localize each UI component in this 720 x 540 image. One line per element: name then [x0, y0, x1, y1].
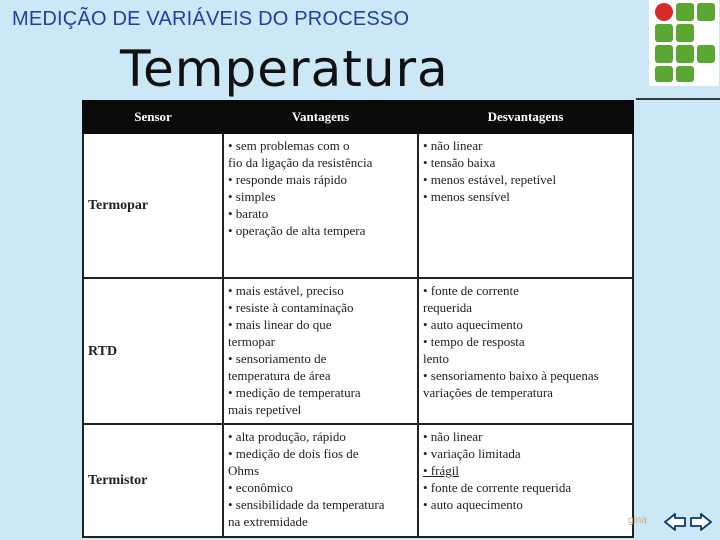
list-item: • tensão baixa [423, 155, 496, 170]
desvantagens-cell [418, 278, 633, 425]
list-item: • frágil [423, 463, 459, 479]
table-row [83, 278, 633, 425]
desvantagens-cell [418, 424, 633, 537]
list-item: • medição de temperatura [228, 384, 361, 400]
logo-square [655, 66, 673, 82]
vantagens-cell [223, 278, 418, 425]
list-item: • fonte de corrente requerida [423, 480, 572, 496]
logo-square [676, 66, 694, 82]
column-header-desvantagens: Desvantagens [418, 101, 633, 133]
column-header-vantagens: Vantagens [223, 101, 418, 133]
table-row [83, 424, 633, 537]
list-item: • auto aquecimento [423, 497, 523, 513]
sensor-name: Termistor [83, 424, 223, 537]
logo-square [655, 45, 673, 63]
list-item: lento [423, 350, 449, 366]
sensor-name: RTD [83, 278, 223, 425]
header-title: MEDIÇÃO DE VARIÁVEIS DO PROCESSO [12, 8, 410, 30]
vantagens-cell [223, 424, 418, 537]
list-item: • sem problemas com o [228, 138, 350, 153]
comparison-table [82, 100, 634, 538]
list-item: • resiste à contaminação [228, 299, 354, 315]
logo-square [676, 45, 694, 63]
list-item: • não linear [423, 429, 483, 445]
list-item: • tempo de resposta [423, 333, 525, 349]
list-item: • alta produção, rápido [228, 429, 346, 445]
list-item: • mais estável, preciso [228, 282, 344, 298]
logo-red-circle [655, 3, 673, 21]
list-item: • operação de alta tempera [228, 223, 366, 238]
list-item: temperatura de área [228, 367, 331, 383]
sensor-name: Termopar [83, 133, 223, 278]
column-header-sensor: Sensor [83, 101, 223, 133]
institution-logo [649, 0, 719, 86]
table-header-row [83, 101, 633, 133]
arrow-left-outline-icon[interactable] [664, 512, 686, 532]
list-item: requerida [423, 299, 473, 315]
list-item: • menos estável, repetível [423, 172, 557, 187]
list-item: • mais linear do que [228, 316, 332, 332]
desvantagens-cell [418, 133, 633, 278]
header-divider [636, 98, 720, 100]
logo-square [697, 3, 715, 21]
list-item: • simples [228, 189, 276, 204]
slide-title: Temperatura [120, 40, 449, 98]
list-item: variações de temperatura [423, 384, 553, 400]
list-item: • fonte de corrente [423, 282, 519, 298]
list-item: • sensibilidade da temperatura [228, 497, 385, 513]
list-item: • variação limitada [423, 446, 521, 462]
list-item: fio da ligação da resistência [228, 155, 373, 170]
list-item: termopar [228, 333, 275, 349]
list-item: • auto aquecimento [423, 316, 523, 332]
list-item: • não linear [423, 138, 483, 153]
list-item: Ohms [228, 463, 260, 479]
page-link[interactable]: gina [628, 515, 647, 526]
arrow-right-outline-icon[interactable] [690, 512, 712, 532]
list-item: • econômico [228, 480, 293, 496]
list-item: na extremidade [228, 514, 308, 530]
logo-square [676, 3, 694, 21]
list-item: • menos sensível [423, 189, 510, 204]
list-item: • sensoriamento baixo à pequenas [423, 367, 599, 383]
logo-square [697, 45, 715, 63]
list-item: • medição de dois fios de [228, 446, 359, 462]
logo-square [676, 24, 694, 42]
logo-square [655, 24, 673, 42]
list-item: • barato [228, 206, 269, 221]
list-item: • sensoriamento de [228, 350, 327, 366]
list-item: • responde mais rápido [228, 172, 347, 187]
vantagens-cell [223, 133, 418, 278]
table-row [83, 133, 633, 278]
list-item: mais repetível [228, 401, 302, 417]
